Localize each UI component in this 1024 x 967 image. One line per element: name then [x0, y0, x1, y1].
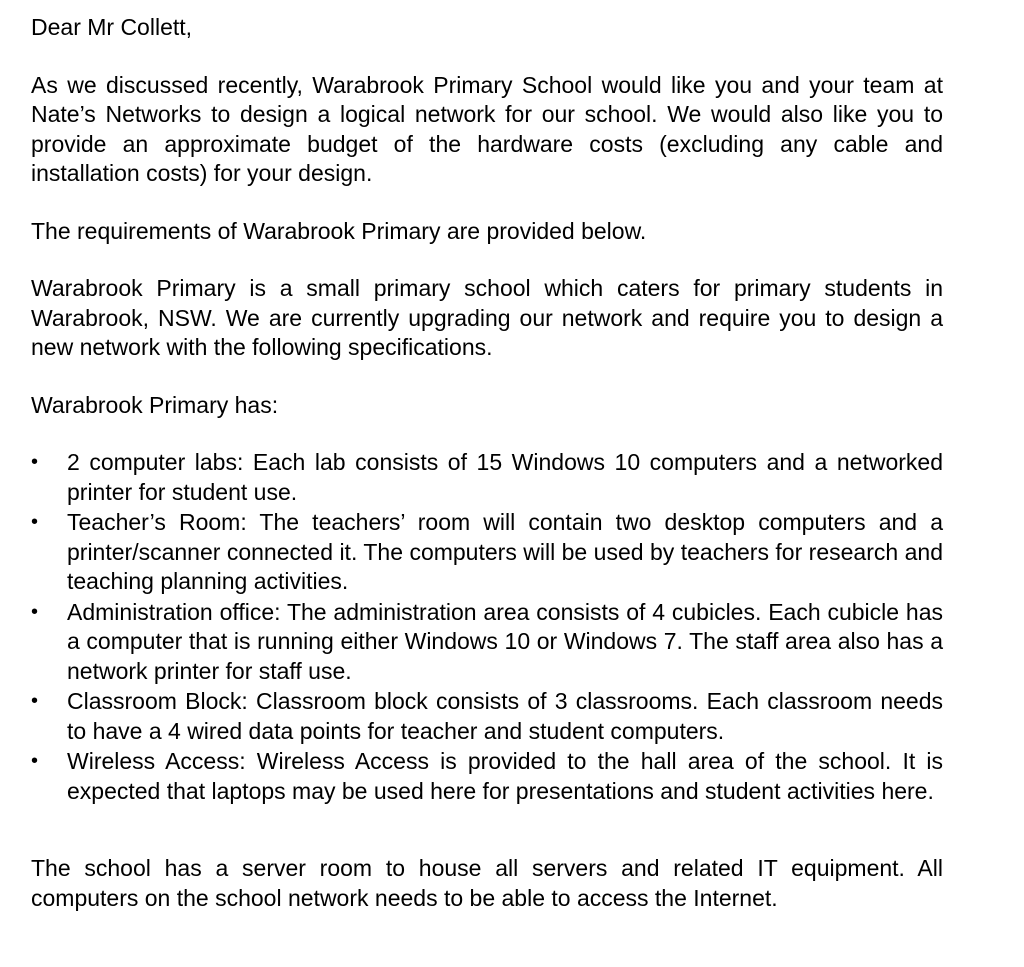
list-item	[31, 508, 943, 597]
bullet-text-computer-labs: 2 computer labs: Each lab consists of 15 Windows 10 computers and a networked printer for student use.	[67, 449, 943, 505]
bullet-icon: •	[31, 451, 39, 473]
salutation: Dear Mr Collett,	[31, 14, 193, 40]
bullet-icon: •	[31, 690, 39, 712]
requirements-intro: The requirements of Warabrook Primary are provided below.	[31, 217, 647, 244]
list-item	[31, 747, 943, 806]
requirements-list	[31, 448, 943, 806]
school-has-heading: Warabrook Primary has:	[31, 391, 279, 418]
bullet-text-administration-office: Administration office: The administration area consists of 4 cubicles. Each cubicle has a computer that is running either Windows 10 or Windows 7. The staff area also has a network printer for staff use.	[67, 598, 943, 684]
bullet-text-teachers-room: Teacher’s Room: The teachers’ room will contain two desktop computers and a printer/scanner connected it. The computers will be used by teachers for research and teaching planning activities.	[67, 509, 943, 594]
list-item	[31, 687, 943, 746]
bullet-icon: •	[31, 511, 39, 533]
list-item	[31, 448, 943, 507]
bullet-icon: •	[31, 750, 39, 772]
closing-paragraph: The school has a server room to house all servers and related IT equipment. All computers on the school network needs to be able to access the Internet.	[31, 855, 943, 911]
school-description: Warabrook Primary is a small primary school which caters for primary students in Warabrook, NSW. We are currently upgrading our network and require you to design a new network with the following specifications.	[31, 275, 943, 360]
intro-paragraph: As we discussed recently, Warabrook Primary School would like you and your team at Nate’s Networks to design a logical network for our school. We would also like you to provide an approximate budget of the hardware costs (excluding any cable and installation costs) for your design.	[31, 71, 943, 186]
bullet-text-classroom-block: Classroom Block: Classroom block consists of 3 classrooms. Each classroom needs to have a 4 wired data points for teacher and student computers.	[67, 688, 943, 744]
list-item	[31, 598, 943, 687]
bullet-icon: •	[31, 600, 39, 623]
letter-page	[31, 13, 943, 913]
bullet-text-wireless-access: Wireless Access: Wireless Access is provided to the hall area of the school. It is expected that laptops may be used here for presentations and student activities here.	[67, 748, 943, 804]
